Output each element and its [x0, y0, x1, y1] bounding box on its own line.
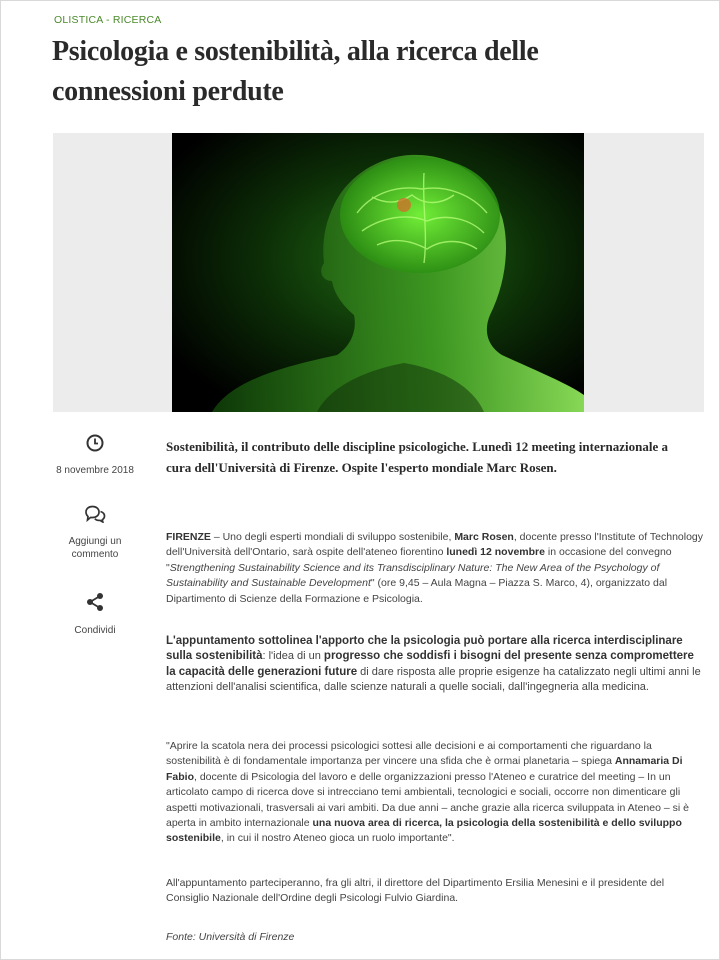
- event-date: lunedì 12 novembre: [446, 546, 545, 559]
- meta-date: [54, 434, 136, 477]
- share-icon[interactable]: [54, 592, 136, 616]
- paragraph-3: "Aprire la scatola nera dei processi psicologici sottesi alle decisioni e ai comportamenti che riguardano la sostenibilità è di fondamentale importanza per vincere una sfida che è ormai planetaria – spiega Annamaria Di Fabio, docente di Psicologia del lavoro e delle organizzazioni presso l'Ateneo e curatrice del meeting – In un articolato campo di ricerca dove si intrecciano temi ambientali, tecnologici e sociali, occorre non dimenticare gli aspetti motivazionali, trasversali ai vari ambiti. Da due anni – anche grazie alla ricerca sviluppata in Ateneo – si è aperta in ambito internazionale una nuova area di ricerca, la psicologia della sostenibilità e dello sviluppo sostenibile, in cui il nostro Ateneo gioca un ruolo importante".: [166, 740, 689, 845]
- paragraph-4: All'appuntamento parteciperanno, fra gli altri, il direttore del Dipartimento Ersilia Menesini e il presidente del Consiglio Nazionale dell'Ordine degli Psicologi Fulvio Giardina.: [166, 877, 665, 905]
- category-link-ricerca[interactable]: RICERCA: [112, 14, 162, 26]
- publish-date: 8 novembre 2018: [56, 465, 134, 476]
- hero-illustration: [172, 133, 584, 412]
- share-link[interactable]: Condividi: [74, 625, 116, 636]
- person-name: Marc Rosen: [454, 531, 514, 543]
- paragraph-2: L'appuntamento sottolinea l'apporto che la psicologia può portare alla ricerca interdisciplinare sulla sostenibilità: l'idea di un progresso che soddisfi i bisogni del presente senza compromettere la capacità delle generazioni future di dare risposta alle proprie esigenze ha catalizzato negli ultimi anni le attenzioni dell'analisi scientifica, dalle scienze naturali a quelle sociali, dall'ingegneria alla medicina.: [166, 635, 701, 694]
- dateline: FIRENZE: [166, 531, 211, 543]
- clock-icon: [54, 434, 136, 456]
- breadcrumb: [54, 14, 161, 26]
- hero-image: [172, 133, 584, 412]
- category-link-olistica[interactable]: OLISTICA: [54, 14, 103, 26]
- breadcrumb-separator: -: [102, 14, 113, 26]
- source-credit: Fonte: Università di Firenze: [166, 931, 295, 943]
- conference-title: Strengthening Sustainability Science and its Transdisciplinary Nature: The New Area of the Psychology of Sustainability and Sustainable Development: [166, 561, 660, 590]
- paragraph-1: FIRENZE – Uno degli esperti mondiali di sviluppo sostenibile, Marc Rosen, docente presso l'Institute of Technology dell'Università dell'Ontario, sarà ospite dell'ateneo fiorentino lunedì 12 novembre in occasione del convegno "Strengthening Sustainability Science and its Transdisciplinary Nature: The New Area of the Psychology of Sustainability and Sustainable Development" (ore 9,45 – Aula Magna – Piazza S. Marco, 4), organizzato dal Dipartimento di Scienze della Formazione e Psicologia.: [166, 531, 704, 605]
- speech-bubbles-icon[interactable]: [54, 505, 136, 527]
- meta-comments[interactable]: [54, 505, 136, 561]
- add-comment-link[interactable]: Aggiungi un commento: [68, 536, 122, 560]
- article-lead: Sostenibilità, il contributo delle discipline psicologiche. Lunedì 12 meeting internazionale a cura dell'Università di Firenze. Ospite l'esperto mondiale Marc Rosen.: [166, 439, 668, 475]
- article-title: Psicologia e sostenibilità, alla ricerca delle connessioni perdute: [52, 36, 539, 107]
- person-name: Annamaria Di Fabio: [166, 755, 683, 783]
- meta-share[interactable]: [54, 592, 136, 637]
